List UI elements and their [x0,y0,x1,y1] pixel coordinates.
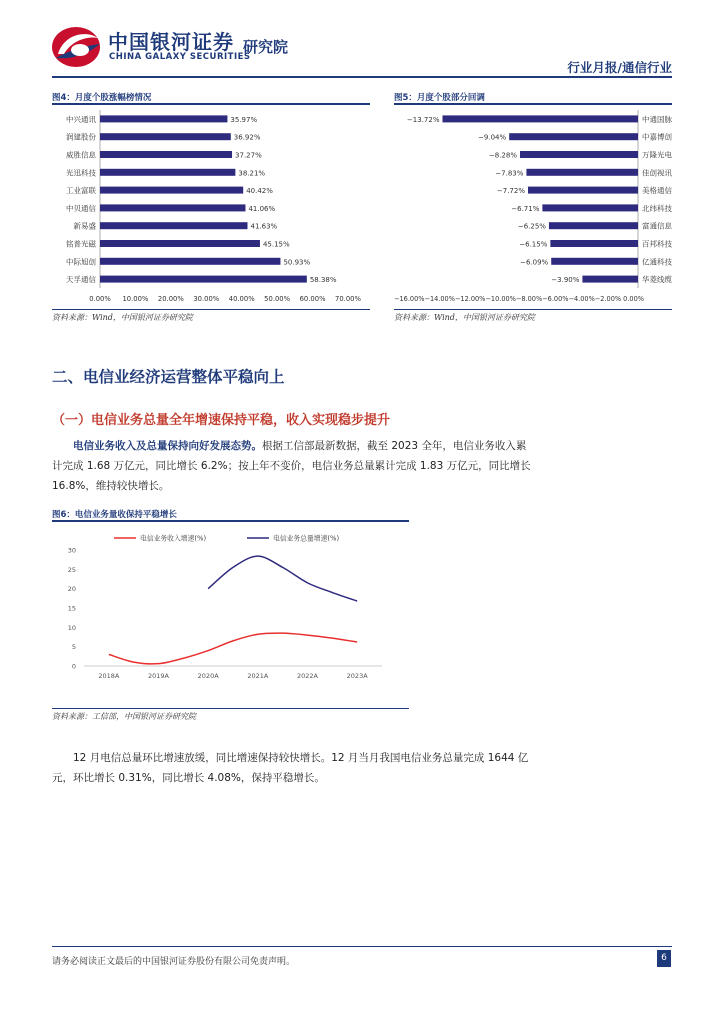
figure5-bar [520,151,638,158]
figure4-value-label: 40.42% [246,187,273,196]
figure6-y-tick-label: 0 [71,662,76,671]
figure6-x-tick-label: 2020A [197,672,219,680]
figure4-value-label: 41.06% [248,204,276,213]
figure4-category-label: 润建股份 [66,132,96,142]
figure6-title-rule [52,520,409,522]
figure4-bar [100,115,227,122]
figure4-bar [100,187,243,194]
figure4-tick-label: 70.00% [335,295,361,303]
figure4-tick-label: 30.00% [193,295,220,303]
figure5-bar [542,204,638,211]
figure4-tick-label: 60.00% [299,295,326,303]
figure6-legend-label: 电信业务收入增速(%) [140,534,207,543]
figure5-category-label: 百邦科技 [642,239,672,249]
figure4-category-label: 中兴通讯 [66,114,96,124]
figure5-category-label: 亿通科技 [642,257,672,267]
figure4-bottom-rule [52,309,370,310]
figure5-title: 图5：月度个股部分回调 [394,93,485,103]
figure6-y-tick-label: 20 [67,585,76,594]
figure5-bar [526,169,638,176]
institute-label: 研究院 [243,38,289,56]
figure5-value-label: −7.83% [495,169,524,178]
figure5-category-label: 中嘉博创 [642,132,672,142]
figure5-category-label: 北纬科技 [642,203,672,213]
brand-name-en: CHINA GALAXY SECURITIES [109,52,251,62]
figure4-bar [100,204,245,211]
figure5-bar [442,115,638,122]
header-rule [52,76,672,78]
figure6-chart [52,526,409,706]
figure6-y-tick-label: 25 [67,565,76,574]
figure5-source: 资料来源：Wind，中国银河证券研究院 [394,313,535,322]
figure4-title: 图4：月度个股涨幅榜情况 [52,93,152,103]
figure6-source: 资料来源：工信部，中国银河证券研究院 [52,712,196,721]
figure4-value-label: 45.15% [262,240,290,249]
figure4-category-label: 铭普光磁 [66,239,96,249]
figure4-title-rule [52,103,370,105]
figure4-tick-label: 0.00% [89,295,111,303]
figure5-title-rule [394,103,672,105]
figure5-chart [394,106,676,306]
figure6-y-tick-label: 15 [67,604,76,613]
figure5-value-label: −6.09% [520,258,549,267]
figure4-value-label: 41.63% [250,222,278,231]
figure5-value-label: −9.04% [478,133,507,142]
figure4-tick-label: 40.00% [228,295,255,303]
figure6-y-tick-label: 5 [71,643,76,652]
figure5-category-label: 美格通信 [642,186,672,196]
figure4-category-label: 威胜信息 [66,150,96,160]
paragraph-1 [52,436,672,496]
figure6-y-tick-label: 10 [67,623,76,632]
footer-disclaimer: 请务必阅读正文最后的中国银河证券股份有限公司免责声明。 [52,957,296,967]
figure4-bar [100,151,232,158]
figure4-bar [100,240,260,247]
figure5-tick-labels: −16.00%−14.00%−12.00%−10.00%−8.00%−6.00%−4.00%−2.00% 0.00% [394,295,644,303]
figure5-bar [528,187,638,194]
figure5-bar [582,276,638,283]
figure5-bar [509,133,638,140]
figure5-bottom-rule [394,309,672,310]
paragraph-1-lead: 电信业务收入及总量保持向好发展态势。 [73,440,262,452]
figure4-source: 资料来源：Wind，中国银河证券研究院 [52,313,193,322]
figure5-bar [551,258,638,265]
subsection-title: （一）电信业务总量全年增速保持平稳，收入实现稳步提升 [52,413,391,428]
figure5-value-label: −7.72% [496,187,525,196]
figure6-x-tick-label: 2019A [148,672,169,680]
paragraph-1-line-2: 计完成 1.68 万亿元，同比增长 6.2%；按上年不变价，电信业务总量累计完成 1.83 万亿元，同比增长 [52,460,531,472]
figure4-value-label: 35.97% [230,115,258,124]
brand-name-cn: 中国银河证券 [108,30,234,54]
figure6-y-tick-label: 30 [67,546,76,555]
figure5-category-label: 中通国脉 [642,114,672,124]
figure5-value-label: −6.25% [517,222,546,231]
figure4-value-label: 58.38% [309,276,337,285]
report-type: 行业月报/通信行业 [567,60,672,75]
figure6-title: 图6：电信业务量收保持平稳增长 [52,510,177,520]
figure4-category-label: 中贝通信 [66,203,96,213]
figure4-category-label: 中际旭创 [66,257,96,267]
figure4-category-label: 工业富联 [66,186,96,196]
figure5-bar [549,222,638,229]
figure5-category-label: 万隆光电 [642,150,672,160]
paragraph-1-line-3: 16.8%，维持较快增长。 [52,480,170,492]
figure4-bar [100,169,235,176]
figure4-chart [52,106,370,306]
figure6-series-line [208,556,357,601]
figure5-value-label: −6.15% [519,240,548,249]
paragraph-1-text: 根据工信部最新数据，截至 2023 全年，电信业务收入累 [262,440,527,452]
figure4-bar [100,276,307,283]
paragraph-2 [52,748,672,788]
figure4-value-label: 38.21% [238,169,266,178]
figure5-value-label: −3.90% [551,276,580,285]
galaxy-logo-icon [50,24,102,70]
figure4-value-label: 50.93% [283,258,311,267]
figure4-category-label: 天孚通信 [66,275,96,285]
figure6-legend-label: 电信业务总量增速(%) [273,534,340,543]
figure5-category-label: 佳创视讯 [642,168,672,178]
figure4-category-label: 新易盛 [73,221,96,231]
figure5-value-label: −8.28% [488,151,518,160]
paragraph-2-line-1: 12 月电信总量环比增速放缓，同比增速保持较快增长。12 月当月我国电信业务总量完成 1644 亿 [73,752,529,764]
figure4-tick-label: 10.00% [122,295,149,303]
footer-rule [52,946,672,947]
figure6-x-tick-label: 2021A [247,672,269,680]
figure5-value-label: −6.71% [511,204,540,213]
figure4-tick-label: 20.00% [157,295,184,303]
figure4-category-label: 光迅科技 [66,168,96,178]
figure6-x-tick-label: 2023A [346,672,368,680]
figure6-bottom-rule [52,708,409,709]
figure4-bar [100,258,280,265]
figure5-category-label: 华菱线缆 [642,275,672,285]
figure4-value-label: 36.92% [233,133,261,142]
figure6-x-tick-label: 2022A [297,672,318,680]
page-number: 6 [657,950,671,967]
figure4-value-label: 37.27% [235,151,262,160]
figure5-bar [550,240,638,247]
figure5-value-label: −13.72% [406,115,440,124]
figure6-x-tick-label: 2018A [98,672,120,680]
paragraph-2-line-2: 元，环比增长 0.31%，同比增长 4.08%，保持平稳增长。 [52,772,325,784]
figure4-tick-label: 50.00% [264,295,291,303]
section-title: 二、电信业经济运营整体平稳向上 [52,368,285,386]
figure4-bar [100,133,231,140]
figure6-series-line [109,633,357,664]
figure5-category-label: 富通信息 [642,221,672,231]
paragraph-1-line-1 [52,436,672,456]
figure4-bar [100,222,247,229]
